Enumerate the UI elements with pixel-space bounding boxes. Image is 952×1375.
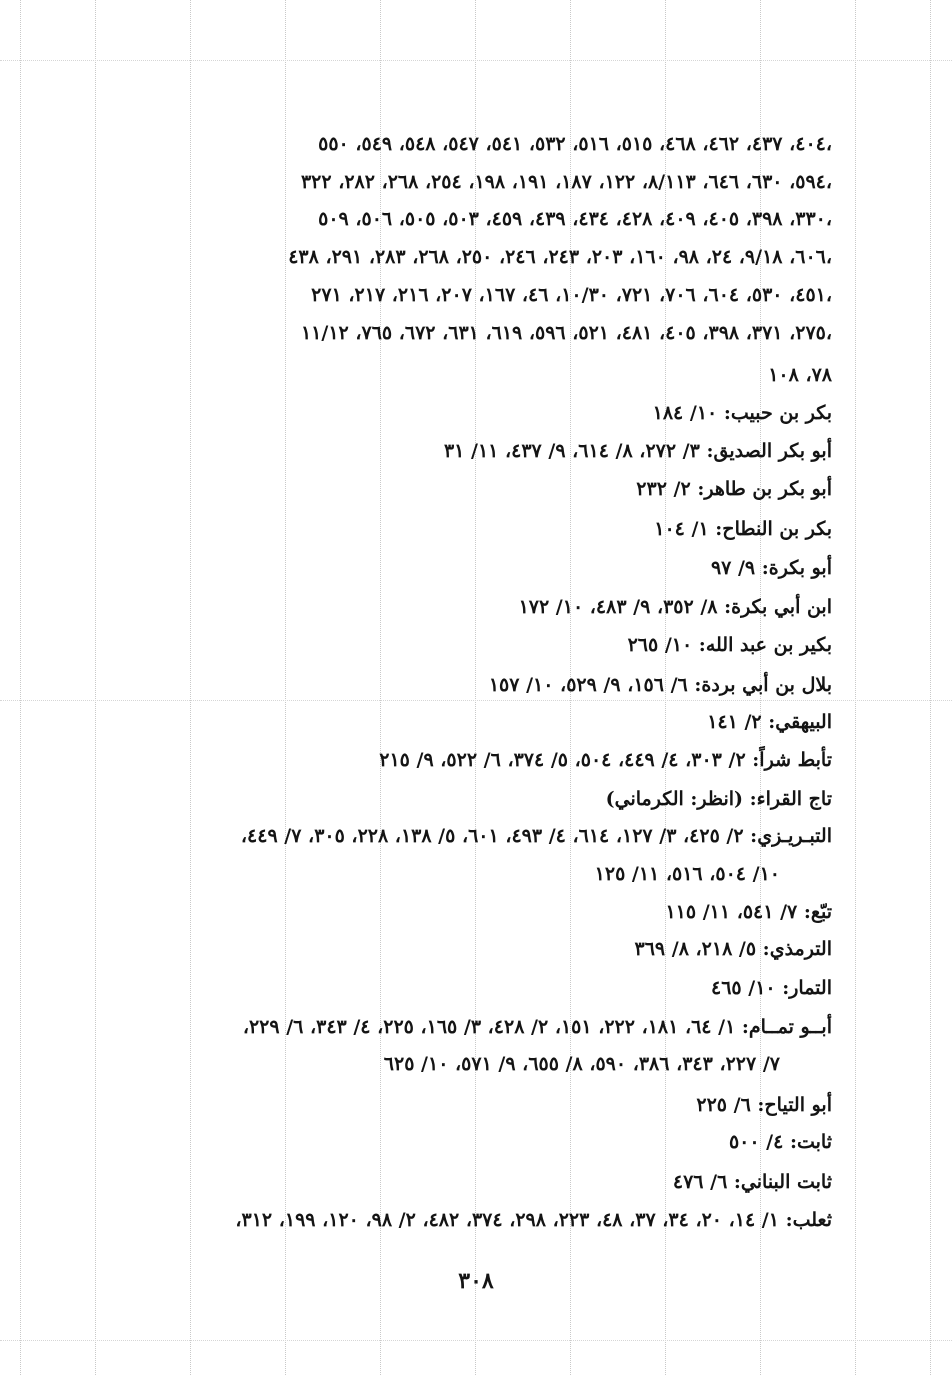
index-entry: التمار: ١٠/ ٤٦٥ [711,977,832,999]
index-entry: أبو بكر الصديق: ٣/ ٢٧٢، ٨/ ٦١٤، ٩/ ٤٣٧، ١١/ ٣١ [443,440,832,462]
index-entry: أبو بكر بن طاهر: ٢/ ٢٣٢ [636,478,832,500]
index-line: ٣٣٠، ٣٩٨، ٤٠٥، ٤٠٩، ٤٢٨، ٤٣٤، ٤٣٩، ٤٥٩، ٥٠٣، ٥٠٥، ٥٠٦، ٥٠٩، [318,208,832,230]
index-entry: التبـريـزي: ٢/ ٤٢٥، ٣/ ١٢٧، ٦١٤، ٤/ ٤٩٣، ٦٠١، ٥/ ١٣٨، ٢٢٨، ٣٠٥، ٧/ ٤٤٩، [240,825,832,847]
index-line: ١٠/ ٥٠٤، ٥١٦، ١١/ ١٢٥ [594,863,780,885]
index-entry: بكير بن عبد الله: ١٠/ ٢٦٥ [627,634,832,656]
index-entry: تأبط شراً: ٢/ ٣٠٣، ٤/ ٤٤٩، ٥٠٤، ٥/ ٣٧٤، ٦/ ٥٢٢، ٩/ ٢١٥ [379,749,832,771]
index-entry: تبّع: ٧/ ٥٤١، ١١/ ١١٥ [665,901,832,923]
index-line: ٧/ ٢٢٧، ٣٤٣، ٣٨٦، ٥٩٠، ٨/ ٦٥٥، ٩/ ٥٧١، ١٠/ ٦٢٥ [383,1053,780,1075]
index-entry: أبــو تمــام: ١/ ٦٤، ١٨١، ٢٢٢، ١٥١، ٢/ ٤٢٨، ٣/ ١٦٥، ٢٢٥، ٤/ ٣٤٣، ٦/ ٢٢٩، [242,1016,832,1038]
index-line: ٥٩٤، ٦٣٠، ٦٤٦، ٨/١١٣، ١٢٢، ١٨٧، ١٩١، ١٩٨، ٢٥٤، ٢٦٨، ٢٨٢، ٣٢٢، [300,171,832,193]
index-entry: ابن أبي بكرة: ٨/ ٣٥٢، ٩/ ٤٨٣، ١٠/ ١٧٢ [518,596,832,618]
page-number: ٣٠٨ [458,1268,494,1294]
index-entry: تاج القراء: (انظر: الكرماني) [605,788,832,810]
index-line: ٢٧٥، ٣٧١، ٣٩٨، ٤٠٥، ٤٨١، ٥٢١، ٥٩٦، ٦١٩، ٦٣١، ٦٧٢، ٧٦٥، ١١/١٢، [300,322,832,344]
index-entry: بلال بن أبي بردة: ٦/ ١٥٦، ٩/ ٥٢٩، ١٠/ ١٥٧ [488,674,832,696]
index-entry: الترمذي: ٥/ ٢١٨، ٨/ ٣٦٩ [634,938,832,960]
index-line: ٧٨، ١٠٨ [768,364,832,386]
index-entry: أبو بكرة: ٩/ ٩٧ [710,557,832,579]
index-entry: بكر بن حبيب: ١٠/ ١٨٤ [652,402,832,424]
index-line: ٤٥١، ٥٣٠، ٦٠٤، ٧٠٦، ٧٢١، ١٠/٣٠، ٤٦، ١٦٧، ٢٠٧، ٢١٦، ٢١٧، ٢٧١، [311,284,832,306]
index-entry: بكر بن النطاح: ١/ ١٠٤ [654,518,832,540]
index-entry: أبو التياح: ٦/ ٢٢٥ [696,1094,832,1116]
index-entry: ثابت البناني: ٦/ ٤٧٦ [672,1171,832,1193]
index-line: ٤٠٤، ٤٣٧، ٤٦٢، ٤٦٨، ٥١٥، ٥١٦، ٥٣٢، ٥٤١، ٥٤٧، ٥٤٨، ٥٤٩، ٥٥٠، [318,133,832,155]
index-entry: البيهقي: ٢/ ١٤١ [707,711,832,733]
index-entry: ثعلب: ١/ ١٤، ٢٠، ٣٤، ٣٧، ٤٨، ٢٢٣، ٢٩٨، ٣٧٤، ٤٨٢، ٢/ ٩٨، ١٢٠، ١٩٩، ٣١٢، [235,1209,832,1231]
index-entry: ثابت: ٤/ ٥٠٠ [728,1131,832,1153]
index-line: ٦٠٦، ٩/١٨، ٢٤، ٩٨، ١٦٠، ٢٠٣، ٢٤٣، ٢٤٦، ٢٥٠، ٢٦٨، ٢٨٣، ٢٩١، ٤٣٨، [288,246,832,268]
